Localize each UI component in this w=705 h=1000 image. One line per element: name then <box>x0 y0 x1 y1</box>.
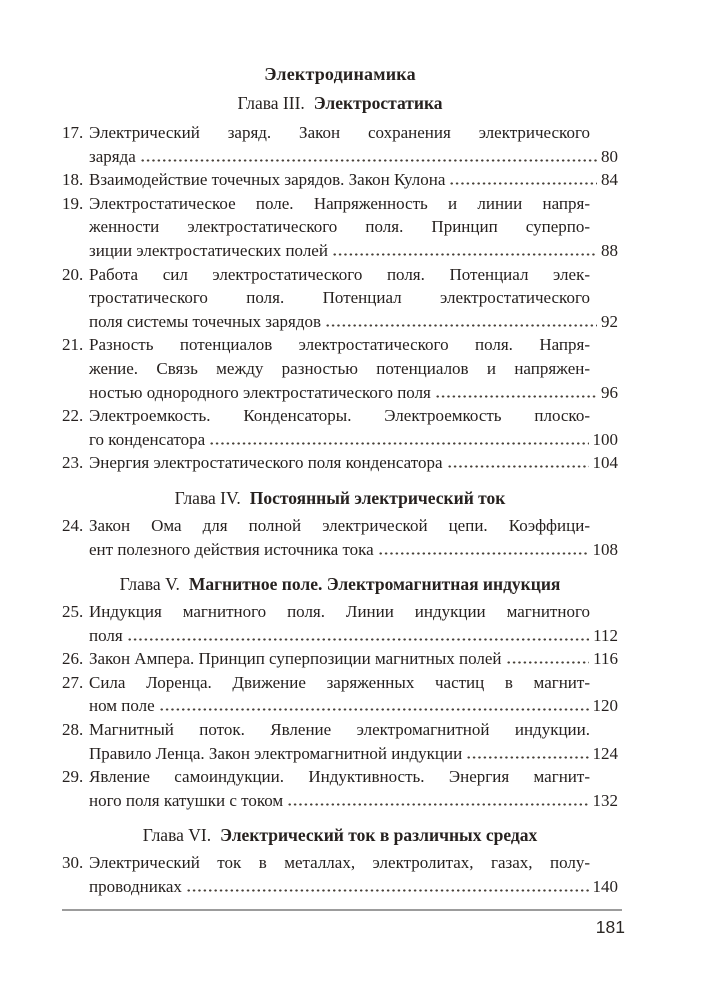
toc-entry <box>62 451 618 475</box>
entry-number: 24. <box>62 515 84 535</box>
entry-page-number: 112 <box>593 625 618 645</box>
entry-last-line <box>89 145 618 169</box>
entry-last-line <box>89 168 618 192</box>
entry-text-line: Явление самоиндукции. Индуктивность. Энергия магнит- <box>89 767 590 787</box>
toc-content <box>62 62 618 899</box>
chapter-title: Электростатика <box>313 93 443 113</box>
dot-leader <box>378 552 589 555</box>
dot-leader <box>447 465 589 468</box>
entry-number: 18. <box>62 170 84 190</box>
entry-number: 20. <box>62 264 84 284</box>
footer-rule <box>62 909 622 911</box>
entry-last-text: Правило Ленца. Закон электромагнитной индукции <box>89 743 463 763</box>
entry-page-number: 88 <box>601 240 618 260</box>
dot-leader <box>435 395 597 398</box>
dot-leader <box>186 889 589 892</box>
entry-page-number: 92 <box>601 311 618 331</box>
part-title: Электродинамика <box>264 64 416 84</box>
entry-last-text: го конденсатора <box>89 429 206 449</box>
entry-last-text: ном поле <box>89 696 155 716</box>
entry-text-line: Разность потенциалов электростатического поля. Напря- <box>89 335 590 355</box>
toc-entry <box>62 333 618 404</box>
entry-last-line <box>89 239 618 263</box>
toc-entry <box>62 263 618 334</box>
entry-last-line <box>89 428 618 452</box>
toc-entry <box>62 168 618 192</box>
entry-number: 29. <box>62 767 84 787</box>
entry-last-text: заряда <box>89 146 136 166</box>
chapter-heading <box>62 486 618 510</box>
dot-leader <box>127 638 589 641</box>
entry-number: 26. <box>62 649 84 669</box>
entry-page-number: 132 <box>592 790 618 810</box>
dot-leader <box>449 182 597 185</box>
entry-text-line: Индукция магнитного поля. Линии индукции магнитного <box>89 602 590 622</box>
chapter-label: Глава VI. <box>142 825 212 846</box>
entry-text-line: Сила Лоренца. Движение заряженных частиц в магнит- <box>89 672 590 692</box>
entry-last-text: поля <box>89 625 123 645</box>
entry-last-text: ного поля катушки с током <box>89 790 284 810</box>
entry-number: 28. <box>62 720 84 740</box>
entry-number: 30. <box>62 853 84 873</box>
entry-number: 23. <box>62 453 84 473</box>
chapter-heading <box>62 572 618 596</box>
toc-entry <box>62 718 618 765</box>
entry-text-line: тростатического поля. Потенциал электростатического <box>89 288 590 308</box>
entry-text-line: Работа сил электростатического поля. Потенциал элек- <box>89 264 590 284</box>
toc-entry <box>62 647 618 671</box>
entry-page-number: 84 <box>601 170 618 190</box>
entry-last-text: ент полезного действия источника тока <box>89 539 374 559</box>
entry-page-number: 140 <box>592 877 618 897</box>
entry-text-line: Электростатическое поле. Напряженность и линии напря- <box>89 193 590 213</box>
entry-last-text: ностью однородного электростатического поля <box>89 382 431 402</box>
entry-last-line <box>89 451 618 475</box>
dot-leader <box>506 661 590 664</box>
entry-number: 21. <box>62 335 84 355</box>
dot-leader <box>140 159 597 162</box>
page-folio: 181 <box>595 917 625 937</box>
entry-last-text: поля системы точечных зарядов <box>89 311 322 331</box>
toc-entry <box>62 404 618 451</box>
entry-page-number: 120 <box>592 696 618 716</box>
chapter-label: Глава V. <box>119 574 180 595</box>
entry-last-line <box>89 742 618 766</box>
chapter-title: Электрический ток в различных средах <box>220 825 538 846</box>
entry-page-number: 104 <box>592 453 618 473</box>
dot-leader <box>159 708 589 711</box>
entry-last-line <box>89 381 618 405</box>
chapter-label: Глава IV. <box>174 487 241 508</box>
entry-page-number: 124 <box>592 743 618 763</box>
entry-text-line: Закон Ома для полной электрической цепи. Коэффици- <box>89 515 590 535</box>
entry-number: 22. <box>62 406 84 426</box>
chapter-heading <box>62 823 618 847</box>
toc-entry <box>62 671 618 718</box>
chapter-label: Глава III. <box>237 93 305 113</box>
entry-text-line: Электрический ток в металлах, электролитах, газах, полу- <box>89 853 590 873</box>
toc-entry <box>62 600 618 647</box>
entry-last-line <box>89 875 618 899</box>
dot-leader <box>466 756 588 759</box>
entry-last-text: Энергия электростатического поля конденсатора <box>89 453 443 473</box>
entry-last-line <box>89 694 618 718</box>
entry-number: 19. <box>62 193 84 213</box>
toc-entry <box>62 851 618 898</box>
toc-entry <box>62 121 618 168</box>
entry-last-line <box>89 647 618 671</box>
toc-entry <box>62 514 618 561</box>
dot-leader <box>287 803 588 806</box>
entry-page-number: 80 <box>601 146 618 166</box>
toc-entry <box>62 765 618 812</box>
entry-number: 17. <box>62 123 84 142</box>
entry-number: 25. <box>62 602 84 622</box>
entry-last-line <box>89 310 618 334</box>
entry-last-line <box>89 538 618 562</box>
entry-number: 27. <box>62 672 84 692</box>
entry-last-text: зиции электростатических полей <box>89 240 328 260</box>
entry-last-line <box>89 789 618 813</box>
chapter-title: Постоянный электрический ток <box>249 487 506 508</box>
dot-leader <box>332 253 597 256</box>
entry-last-text: Закон Ампера. Принцип суперпозиции магнитных полей <box>89 649 502 669</box>
entry-page-number: 116 <box>593 649 618 669</box>
entry-text-line: Магнитный поток. Явление электромагнитной индукции. <box>89 720 590 740</box>
entry-text-line: женности электростатического поля. Принцип суперпо- <box>89 217 590 237</box>
entry-last-text: проводниках <box>89 877 182 897</box>
entry-last-line <box>89 624 618 648</box>
toc-entry <box>62 192 618 263</box>
chapter-title: Магнитное поле. Электромагнитная индукция <box>188 574 561 595</box>
entry-text-line: жение. Связь между разностью потенциалов и напряжен- <box>89 358 590 378</box>
dot-leader <box>325 324 597 327</box>
entry-page-number: 96 <box>601 382 618 402</box>
dot-leader <box>209 442 588 445</box>
entry-text-line: Электроемкость. Конденсаторы. Электроемкость плоско- <box>89 406 590 426</box>
entry-page-number: 108 <box>592 539 618 559</box>
entry-last-text: Взаимодействие точечных зарядов. Закон Кулона <box>89 170 446 190</box>
entry-page-number: 100 <box>592 429 618 449</box>
entry-text-line: Электрический заряд. Закон сохранения электрического <box>89 123 590 142</box>
chapter-heading <box>62 91 618 115</box>
